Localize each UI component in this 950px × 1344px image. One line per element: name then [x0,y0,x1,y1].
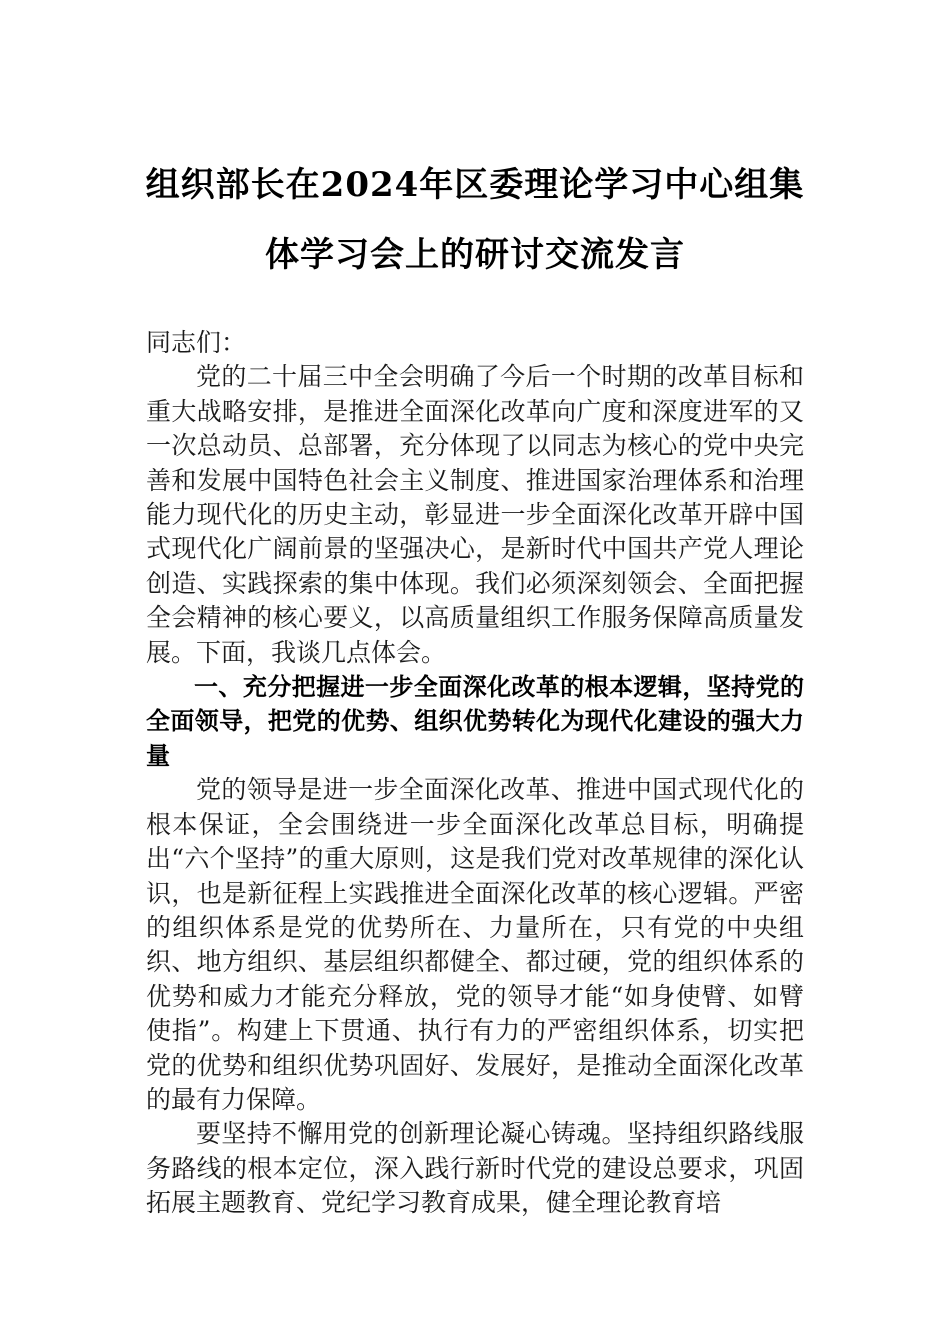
salutation: 同志们： [146,328,247,357]
paragraph-section-1: 党的领导是进一步全面深化改革、推进中国式现代化的根本保证，全会围绕进一步全面深化改革总目标，明确提出“六个坚持”的重大原则，这是我们党对改革规律的深化认识，也是新征程上实践推进全面深化改革的核心逻辑。严密的组织体系是党的优势所在、力量所在，只有党的中央组织、地方组织、基层组织都健全、都过硬，党的组织体系的优势和威力才能充分释放，党的领导才能“如身使臂、如臂使指”。构建上下贯通、执行有力的严密组织体系，切实把党的优势和组织优势巩固好、发展好，是推动全面深化改革的最有力保障。 [146,775,804,1114]
section-heading-1: 一、充分把握进一步全面深化改革的根本逻辑，坚持党的全面领导，把党的优势、组织优势转化为现代化建设的强大力量 [146,673,804,770]
paragraph-intro: 党的二十届三中全会明确了今后一个时期的改革目标和重大战略安排，是推进全面深化改革向广度和深度进军的又一次总动员、总部署，充分体现了以同志为核心的党中央完善和发展中国特色社会主义制度、推进国家治理体系和治理能力现代化的历史主动，彰显进一步全面深化改革开辟中国式现代化广阔前景的坚强决心，是新时代中国共产党人理论创造、实践探索的集中体现。我们必须深刻领会、全面把握全会精神的核心要义，以高质量组织工作服务保障高质量发展。下面，我谈几点体会。 [146,362,804,667]
document-body [146,326,804,1221]
paragraph-theory: 要坚持不懈用党的创新理论凝心铸魂。坚持组织路线服务路线的根本定位，深入践行新时代党的建设总要求，巩固拓展主题教育、党纪学习教育成果，健全理论教育培 [146,1119,804,1218]
document-title: 组织部长在2024年区委理论学习中心组集体学习会上的研讨交流发言 [145,165,805,275]
